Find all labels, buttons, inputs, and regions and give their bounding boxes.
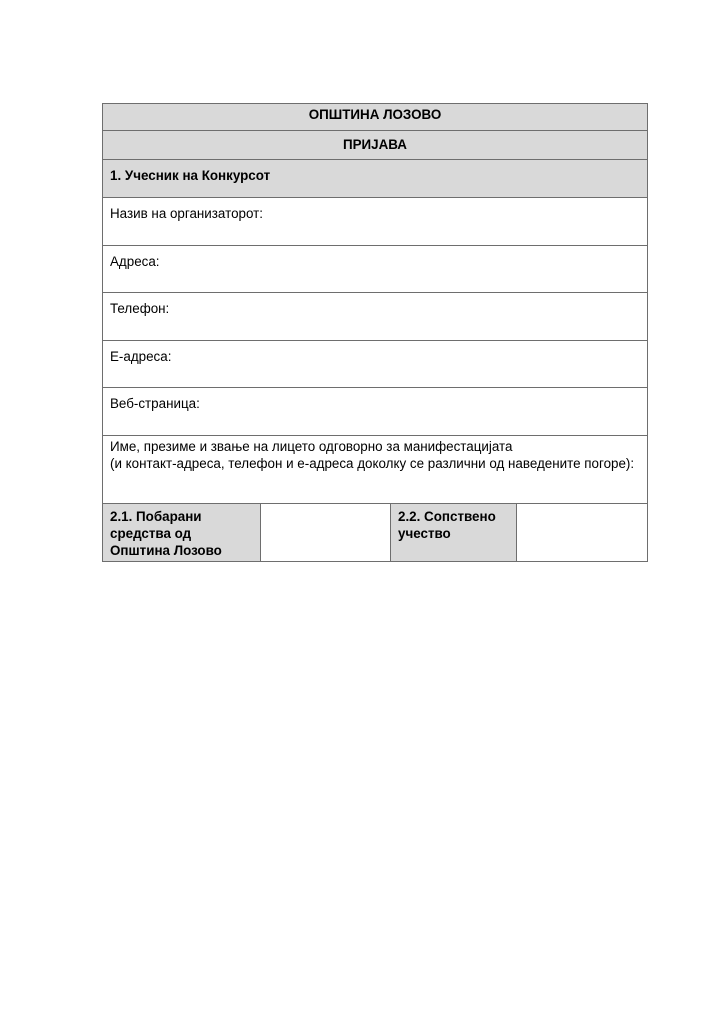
requested-funds-input[interactable] [261,503,391,561]
address-row [103,245,648,293]
application-form-table [102,103,648,562]
own-contribution-input[interactable] [517,503,648,561]
email-label: Е-адреса: [110,348,172,364]
municipality-row [103,104,648,131]
email-field[interactable] [103,340,648,388]
organizer-name-label: Назив на организаторот: [110,206,263,221]
organizer-name-field[interactable] [103,198,648,246]
responsible-person-field[interactable] [103,435,648,503]
address-field[interactable] [103,245,648,293]
phone-field[interactable] [103,293,648,341]
website-label: Веб-страница: [110,396,200,411]
email-row [103,340,648,388]
website-field[interactable] [103,388,648,436]
requested-funds-label: 2.1. Побарани средства од Општина Лозово [103,503,261,561]
responsible-person-label: Име, презиме и звање на лицето одговорно за манифестацијата [110,438,513,454]
phone-row [103,293,648,341]
section1-heading: 1. Учесник на Конкурсот [103,160,648,198]
organizer-name-row [103,198,648,246]
municipality-title: ОПШТИНА ЛОЗОВО [103,104,648,131]
address-label: Адреса: [110,253,160,269]
document-title: ПРИЈАВА [103,131,648,160]
responsible-person-row [103,435,648,503]
own-contribution-label: 2.2. Сопствено учество [391,503,517,561]
section1-heading-row [103,160,648,198]
phone-label: Телефон: [110,301,170,316]
document-title-row [103,131,648,160]
responsible-person-note: (и контакт-адреса, телефон и е-адреса доколку се различни од наведените погоре): [110,455,635,471]
funding-row [103,503,648,561]
website-row [103,388,648,436]
